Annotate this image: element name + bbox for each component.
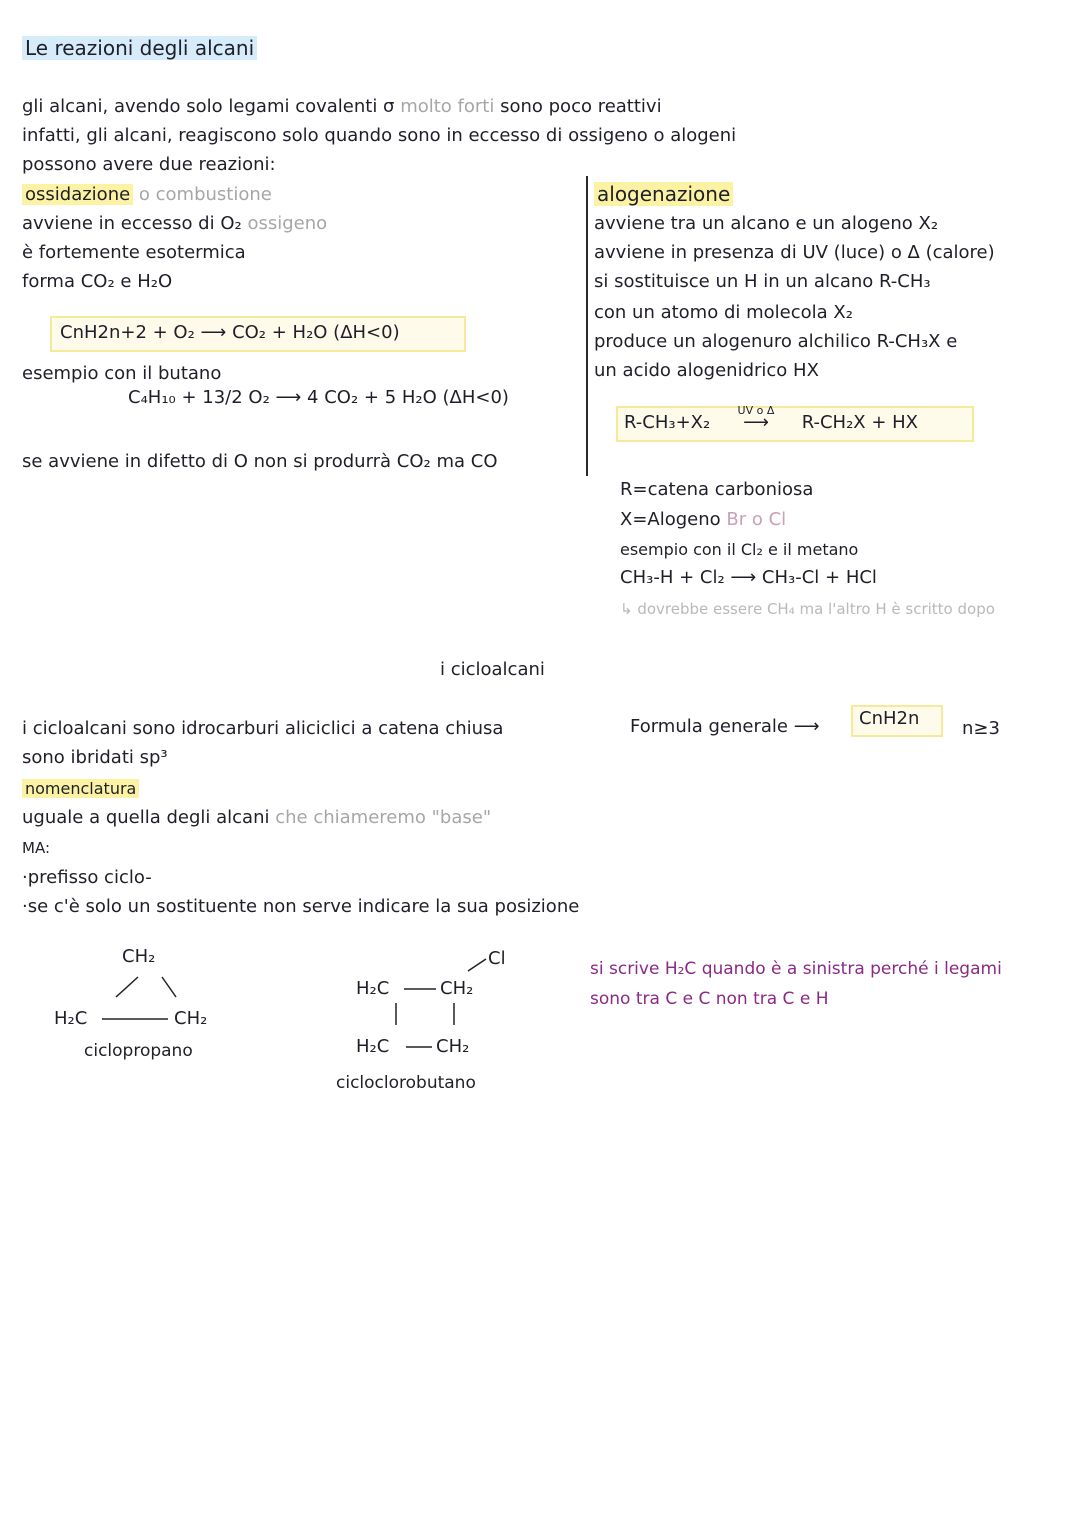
combustion-formula: CnH2n+2 + O₂ ⟶ CO₂ + H₂O (ΔH<0): [60, 322, 400, 343]
ciclopropano-top: CH₂: [122, 946, 156, 967]
formula-condition: n≥3: [962, 718, 1000, 739]
alogenazione-line-6: un acido alogenidrico HX: [594, 360, 819, 381]
formula-generale: CnH2n: [859, 708, 920, 729]
cicloclorobutano-tl: H₂C: [356, 978, 390, 999]
metano-example-label: esempio con il Cl₂ e il metano: [620, 540, 859, 559]
alogenazione-formula: R-CH₃+X₂ UV o Δ ⟶ R-CH₂X + HX: [624, 404, 919, 433]
reaction-arrow: UV o Δ ⟶: [737, 404, 775, 433]
cicloclorobutano-cl: Cl: [488, 948, 506, 969]
def-r: R=catena carboniosa: [620, 479, 814, 500]
alogenazione-line-1: avviene tra un alcano e un alogeno X₂: [594, 213, 939, 234]
column-divider: [586, 176, 588, 476]
cicloclorobutano-tr: CH₂: [440, 978, 474, 999]
h2c-note: si scrive H₂C quando è a sinistra perché i legami sono tra C e C non tra C e H: [590, 959, 1002, 1009]
cicloclorobutano-name: cicloclorobutano: [336, 1073, 476, 1093]
intro-line-2: infatti, gli alcani, reagiscono solo quando sono in eccesso di ossigeno o alogeni: [22, 125, 737, 146]
def-x: X=Alogeno Br o Cl: [620, 509, 787, 530]
ciclopropano-right: CH₂: [174, 1008, 208, 1029]
intro-line-3: possono avere due reazioni:: [22, 154, 276, 175]
cicloclorobutano-br: CH₂: [436, 1036, 470, 1057]
alogenazione-heading: alogenazione: [594, 182, 733, 206]
cicloalcani-line-2: sono ibridati sp³: [22, 747, 168, 768]
cicloclorobutano-structure: [336, 945, 536, 1095]
bullet-prefisso: ·prefisso ciclo-: [22, 867, 152, 888]
ossidazione-line-1: avviene in eccesso di O₂ ossigeno: [22, 213, 328, 234]
nomenclatura-line: uguale a quella degli alcani che chiameremo "base": [22, 807, 492, 828]
ma-label: MA:: [22, 839, 50, 857]
difetto-note: se avviene in difetto di O non si produrrà CO₂ ma CO: [22, 451, 498, 472]
cicloalcani-heading: i cicloalcani: [440, 659, 545, 680]
ossidazione-heading: ossidazione o combustione: [22, 183, 272, 207]
alogenazione-line-2: avviene in presenza di UV (luce) o Δ (calore): [594, 242, 995, 263]
ciclopropano-name: ciclopropano: [84, 1041, 193, 1061]
metano-note: ↳ dovrebbe essere CH₄ ma l'altro H è scritto dopo: [620, 600, 995, 618]
cicloalcani-line-1: i cicloalcani sono idrocarburi aliciclici a catena chiusa: [22, 718, 504, 739]
ciclopropano-structure: [50, 945, 250, 1065]
intro-line-1: gli alcani, avendo solo legami covalenti σ molto forti sono poco reattivi: [22, 96, 662, 117]
alogenazione-line-4: con un atomo di molecola X₂: [594, 302, 853, 323]
ciclopropano-left: H₂C: [54, 1008, 88, 1029]
cicloclorobutano-bl: H₂C: [356, 1036, 390, 1057]
bullet-sostituente: ·se c'è solo un sostituente non serve indicare la sua posizione: [22, 896, 580, 917]
butano-example-label: esempio con il butano: [22, 363, 222, 384]
page-title: Le reazioni degli alcani: [22, 36, 257, 60]
alogenazione-line-3: si sostituisce un H in un alcano R-CH₃: [594, 271, 931, 292]
butano-example-formula: C₄H₁₀ + 13/2 O₂ ⟶ 4 CO₂ + 5 H₂O (ΔH<0): [128, 387, 509, 408]
alogenazione-line-5: produce un alogenuro alchilico R-CH₃X e: [594, 331, 958, 352]
nomenclatura-heading: nomenclatura: [22, 777, 139, 801]
ossidazione-line-2: è fortemente esotermica: [22, 242, 246, 263]
formula-generale-label: Formula generale ⟶: [630, 716, 820, 737]
metano-example-formula: CH₃-H + Cl₂ ⟶ CH₃-Cl + HCl: [620, 567, 877, 588]
ossidazione-line-3: forma CO₂ e H₂O: [22, 271, 173, 292]
